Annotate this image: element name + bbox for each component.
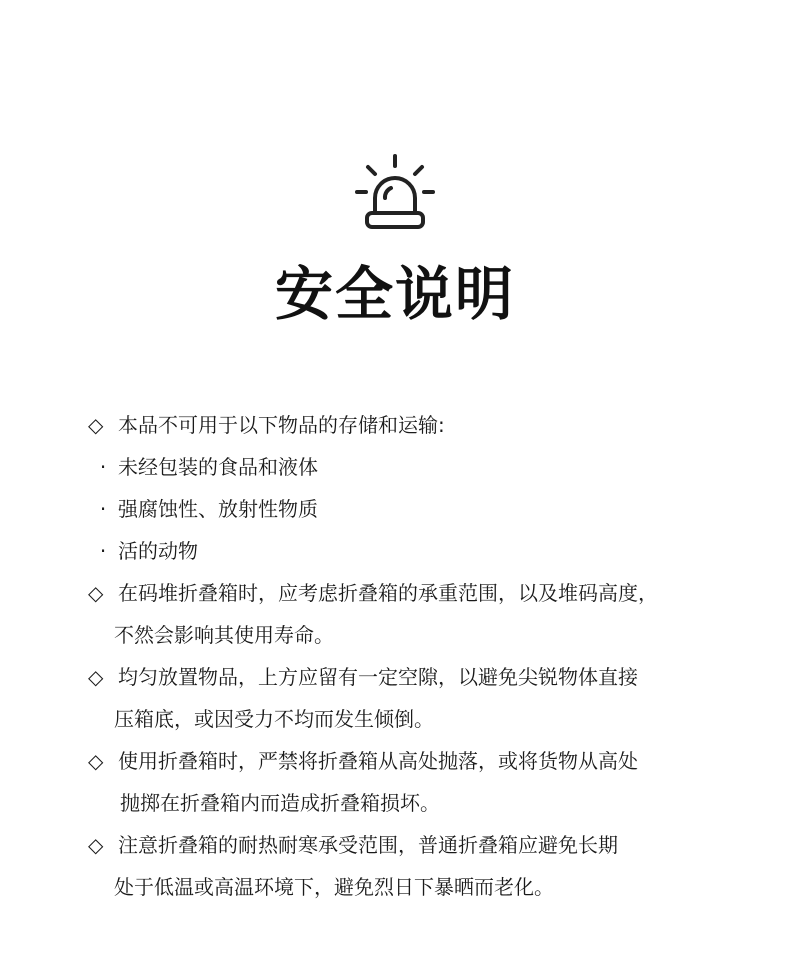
bullet-icon: · <box>99 497 107 521</box>
bullet-icon: · <box>99 455 107 479</box>
list-item: ◇ 使用折叠箱时，严禁将折叠箱从高处抛落，或将货物从高处 <box>88 740 728 782</box>
list-item: · 活的动物 <box>88 530 728 572</box>
list-item: ◇ 均匀放置物品，上方应留有一定空隙，以避免尖锐物体直接 <box>88 656 728 698</box>
list-item: · 未经包装的食品和液体 <box>88 446 728 488</box>
list-item: ◇ 本品不可用于以下物品的存储和运输: <box>88 404 728 446</box>
list-item-continuation: 处于低温或高温环境下，避免烈日下暴晒而老化。 <box>114 875 554 899</box>
list-item: ◇ 注意折叠箱的耐热耐寒承受范围，普通折叠箱应避免长期 <box>88 824 728 866</box>
list-item: ◇ 在码堆折叠箱时，应考虑折叠箱的承重范围，以及堆码高度， <box>88 572 728 614</box>
safety-instructions <box>88 404 728 908</box>
diamond-icon: ◇ <box>88 413 104 437</box>
list-item: · 强腐蚀性、放射性物质 <box>88 488 728 530</box>
diamond-icon: ◇ <box>88 581 104 605</box>
list-item-continuation: 不然会影响其使用寿命。 <box>114 623 334 647</box>
list-item-continuation: 抛掷在折叠箱内而造成折叠箱损坏。 <box>120 791 440 815</box>
diamond-icon: ◇ <box>88 833 104 857</box>
bullet-icon: · <box>99 539 107 563</box>
diamond-icon: ◇ <box>88 665 104 689</box>
diamond-icon: ◇ <box>88 749 104 773</box>
page-title: 安全说明 <box>274 260 515 328</box>
list-item-continuation: 压箱底，或因受力不均而发生倾倒。 <box>114 707 434 731</box>
alarm-light-icon <box>351 150 439 234</box>
